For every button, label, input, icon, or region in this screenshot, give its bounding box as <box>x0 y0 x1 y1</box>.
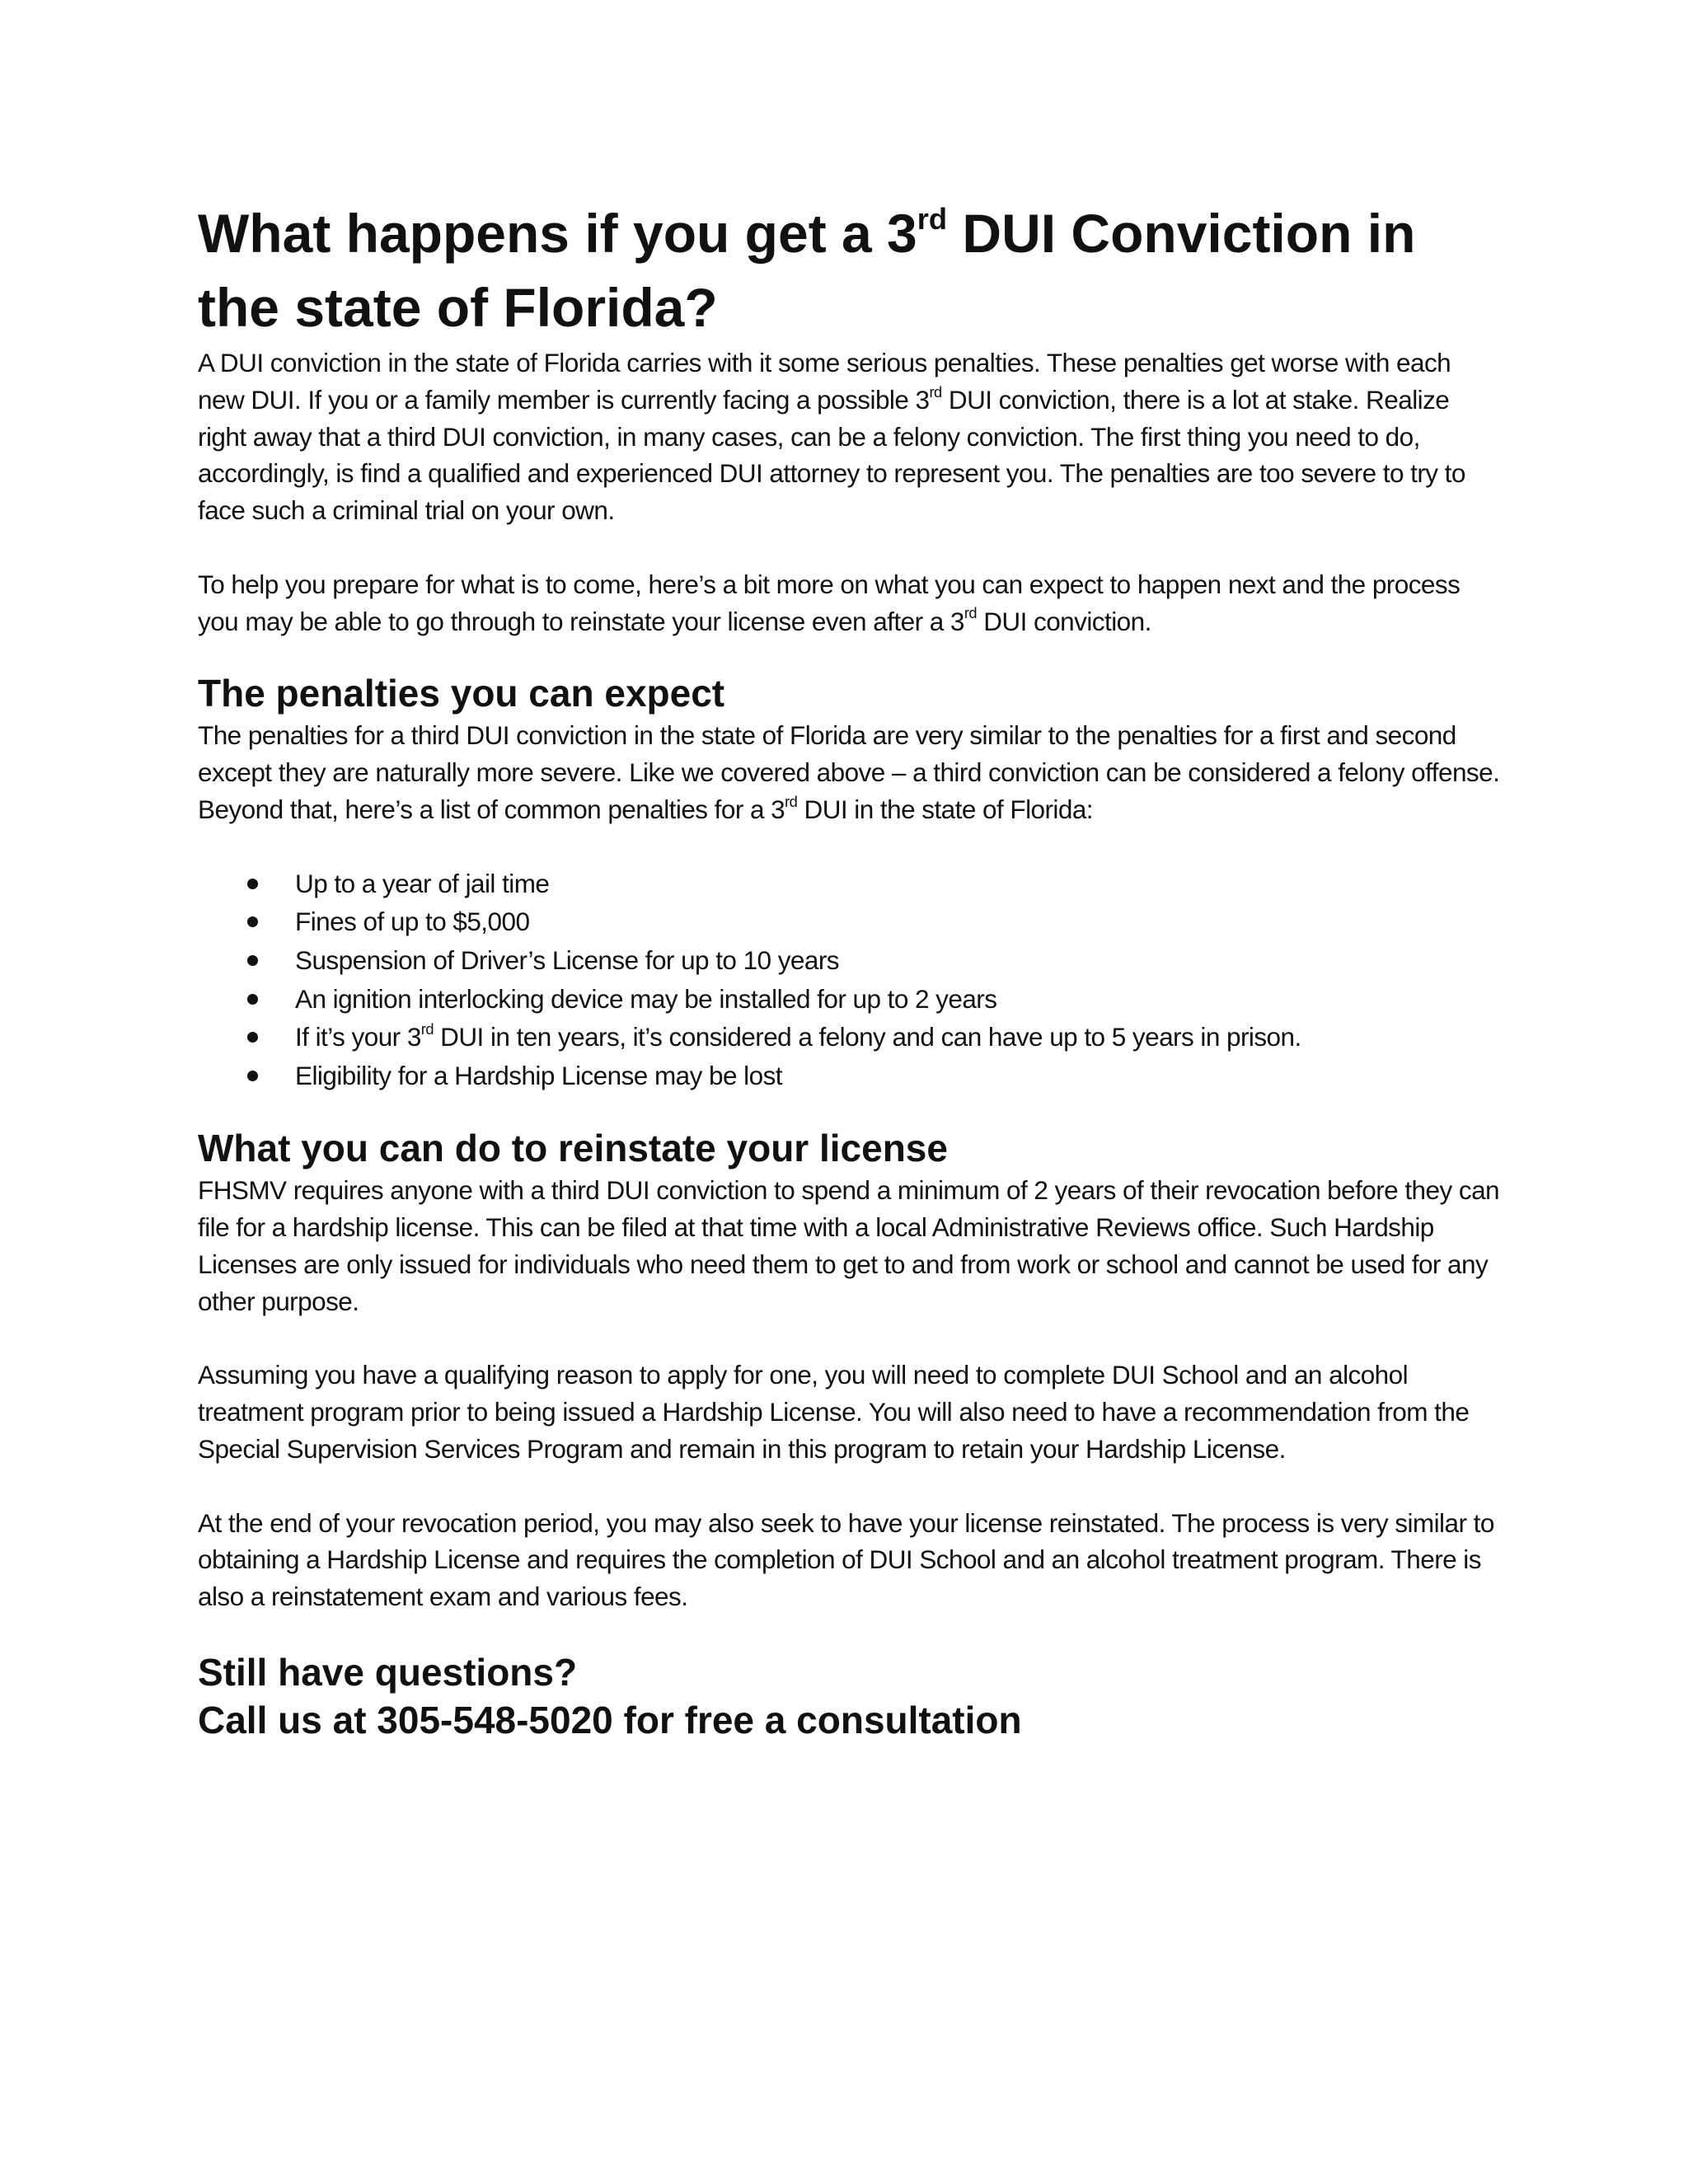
title-text-end: DUI Conviction in the state of Florida? <box>198 203 1416 338</box>
list-item <box>198 980 1500 1019</box>
paragraph-gap <box>198 1468 1500 1505</box>
page-title <box>198 196 1500 344</box>
paragraph-gap <box>198 529 1500 566</box>
cta-phone-line: Call us at 305-548-5020 for free a consultation <box>198 1698 1022 1741</box>
reinstate-paragraph-3: At the end of your revocation period, you may also seek to have your license reinstated. The process is very similar to obtaining a Hardship License and requires the completion of DUI School and an alcohol treatment program. There is also a reinstatement exam and various fees. <box>198 1507 1494 1612</box>
cta-question: Still have questions? <box>198 1650 578 1694</box>
intro-paragraph-1 <box>198 344 1500 529</box>
list-item-text: Eligibility for a Hardship License may be lost <box>295 1060 782 1090</box>
title-ordinal-suffix: rd <box>917 201 948 236</box>
intro-p2-ordinal: rd <box>964 604 978 622</box>
list-item-ordinal: rd <box>420 1019 434 1038</box>
list-item-text-end: DUI in ten years, it’s considered a felony and can have up to 5 years in prison. <box>433 1022 1301 1052</box>
reinstate-heading: What you can do to reinstate your license <box>198 1127 948 1170</box>
list-item-text: Up to a year of jail time <box>295 868 550 898</box>
bullet-icon <box>247 955 258 966</box>
intro-p1-ordinal: rd <box>929 382 942 401</box>
list-item <box>198 902 1500 941</box>
title-text-start: What happens if you get a 3 <box>198 203 917 264</box>
penalties-text-end: DUI in the state of Florida: <box>797 794 1094 824</box>
penalties-paragraph <box>198 717 1500 827</box>
bullet-icon <box>247 994 258 1005</box>
reinstate-paragraph-1: FHSMV requires anyone with a third DUI conviction to spend a minimum of 2 years of their revocation before they can file for a hardship license. This can be filed at that time with a local Administrative Reviews office. Such Hardship Licenses are only issued for individuals who need them to get to and from work or school and cannot be used for any other purpose. <box>198 1175 1500 1316</box>
call-to-action <box>198 1648 1500 1744</box>
list-item <box>198 941 1500 980</box>
penalties-list <box>198 865 1500 1095</box>
paragraph-gap <box>198 1320 1500 1357</box>
list-item-text: Suspension of Driver’s License for up to 10 years <box>295 944 840 975</box>
intro-p2-text-end: DUI conviction. <box>977 606 1151 636</box>
penalties-text-start: The penalties for a third DUI conviction in the state of Florida are very similar to the penalties for a first and second except they are naturally more severe. Like we covered above – a third conviction can be considered a felony offense. Beyond that, here’s a list of common penalties for a 3 <box>198 720 1500 824</box>
list-item <box>198 1018 1500 1057</box>
bullet-icon <box>247 1071 258 1081</box>
intro-p1-text-end: DUI conviction, there is a lot at stake. Realize right away that a third DUI conviction, in many cases, can be a felony conviction. The first thing you need to do, accordingly, is find a qualified and experienced DUI attorney to represent you. The penalties are too severe to try to face such a criminal trial on your own. <box>198 384 1465 526</box>
list-item-text-start: If it’s your 3 <box>295 1022 421 1052</box>
document-page <box>198 196 1500 1744</box>
penalties-heading: The penalties you can expect <box>198 672 725 715</box>
intro-p2-text-start: To help you prepare for what is to come, here’s a bit more on what you can expect to happen next and the process you may be able to go through to reinstate your license even after a 3 <box>198 569 1461 636</box>
bullet-icon <box>247 1032 258 1043</box>
intro-paragraph-2 <box>198 566 1500 640</box>
bullet-icon <box>247 916 258 927</box>
list-item <box>198 1057 1500 1095</box>
reinstate-paragraph-2: Assuming you have a qualifying reason to apply for one, you will need to complete DUI School and an alcohol treatment program prior to being issued a Hardship License. You will also need to have a recommendation from the Special Supervision Services Program and remain in this program to retain your Hardship License. <box>198 1360 1470 1464</box>
bullet-icon <box>247 879 258 889</box>
list-item <box>198 865 1500 903</box>
penalties-ordinal: rd <box>785 792 798 810</box>
list-item-text: Fines of up to $5,000 <box>295 907 530 937</box>
list-item-text: An ignition interlocking device may be installed for up to 2 years <box>295 983 997 1014</box>
intro-p1-text-start: A DUI conviction in the state of Florida carries with it some serious penalties. These penalties get worse with each new DUI. If you or a family member is currently facing a possible 3 <box>198 348 1451 415</box>
